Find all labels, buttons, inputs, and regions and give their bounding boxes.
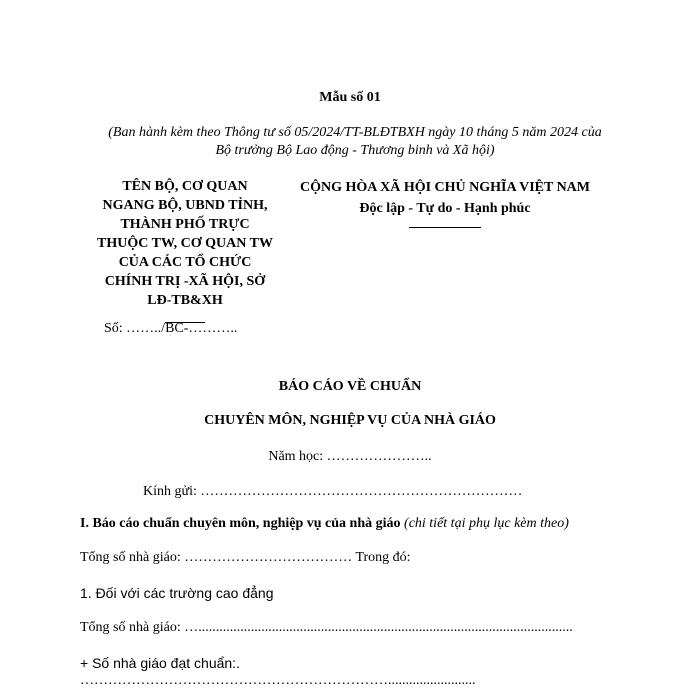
report-title: BÁO CÁO VỀ CHUẨN xyxy=(278,379,422,394)
agency-line: CHÍNH TRỊ -XÃ HỘI, SỞ xyxy=(104,274,266,289)
section-heading-title: I. Báo cáo chuẩn chuyên môn, nghiệp vụ của nhà giáo xyxy=(80,516,401,531)
nation-name: CỘNG HÒA XÃ HỘI CHỦ NGHĨA VIỆT NAM xyxy=(299,180,590,195)
nation-motto: Độc lập - Tự do - Hạnh phúc xyxy=(359,201,531,216)
fill-in-dots-line: …………………………………………………………......................... xyxy=(80,673,476,688)
issuance-note-line-2: Bộ trưởng Bộ Lao động - Thương binh và Xã hội) xyxy=(215,143,495,158)
recipient-line: Kính gửi: …………………………………………………………… xyxy=(143,484,523,499)
standard-teachers-line: + Số nhà giáo đạt chuẩn:. xyxy=(80,655,240,671)
agency-line: CỦA CÁC TỔ CHỨC xyxy=(118,255,252,270)
issuance-note xyxy=(60,124,650,160)
agency-line: THUỘC TW, CƠ QUAN TW xyxy=(97,236,273,251)
agency-line: NGANG BỘ, UBND TỈNH, xyxy=(102,198,268,213)
college-total-teachers-line: Tổng số nhà giáo: …........................................................................................................... xyxy=(80,620,573,635)
item-college: 1. Đối với các trường cao đẳng xyxy=(80,585,274,601)
nation-divider xyxy=(409,227,481,228)
agency-line: TÊN BỘ, CƠ QUAN xyxy=(122,179,248,194)
total-teachers-line: Tổng số nhà giáo: ……………………………… Trong đó: xyxy=(80,550,411,565)
report-number: Số: ……../BC-……….. xyxy=(104,321,238,336)
nation-block xyxy=(285,177,605,228)
report-subtitle: CHUYÊN MÔN, NGHIỆP VỤ CỦA NHÀ GIÁO xyxy=(204,413,496,428)
section-heading-note: (chi tiết tại phụ lục kèm theo) xyxy=(404,516,569,531)
section-heading xyxy=(80,516,569,532)
agency-line: LĐ-TB&XH xyxy=(147,293,223,308)
agency-line: THÀNH PHỐ TRỰC xyxy=(120,217,250,232)
form-number: Mẫu số 01 xyxy=(319,90,381,105)
agency-block xyxy=(80,177,290,323)
issuance-note-line-1: (Ban hành kèm theo Thông tư số 05/2024/TT-BLĐTBXH ngày 10 tháng 5 năm 2024 của xyxy=(108,125,602,140)
school-year: Năm học: ………………….. xyxy=(268,449,432,464)
